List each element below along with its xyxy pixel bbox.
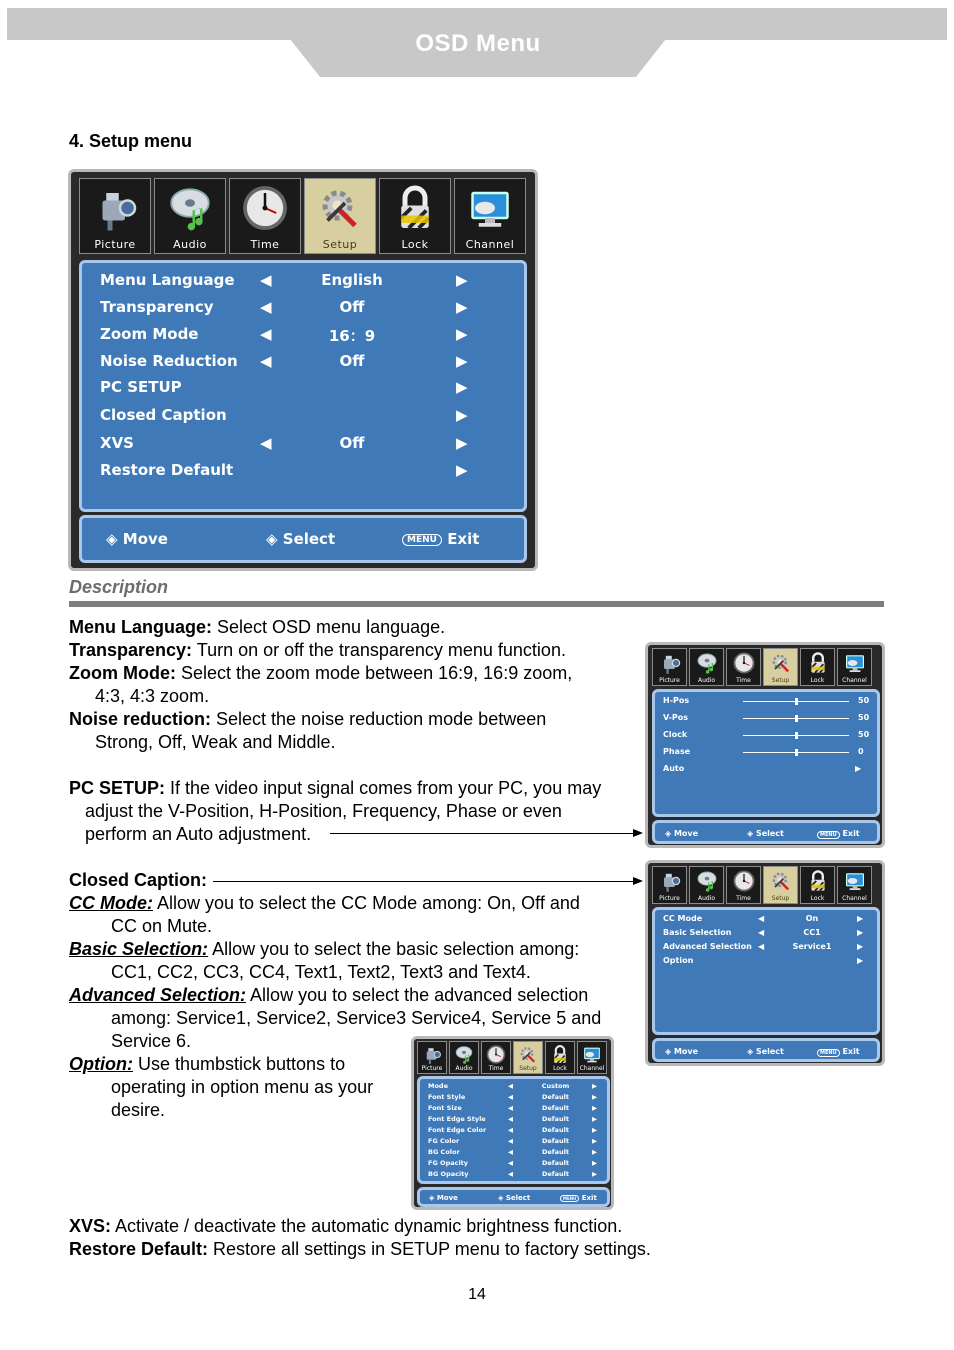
tab-audio [449,1041,479,1074]
tab-label: Channel [579,1065,605,1072]
setup-menu-item[interactable] [82,325,524,345]
satellite-monitor-icon [843,651,867,675]
move-hint: ◈ Move [106,530,168,548]
left-arrow-icon[interactable] [260,325,272,343]
setup-menu-item[interactable] [82,352,524,372]
right-arrow-icon[interactable] [857,942,863,951]
cc-option-menu-screenshot [411,1036,614,1210]
tab-label: Audio [697,895,716,902]
cc-move-hint: ◈ Move [665,1047,699,1056]
right-arrow-icon[interactable] [456,378,468,396]
cc-item-value: Service1 [792,942,832,951]
cc-exit-hint: MENU Exit [817,1047,860,1056]
pc-item-label: Auto [663,764,685,773]
setup-item-value: Off [339,434,365,452]
desc-noise-reduction: Noise reduction: Select the noise reduction mode between [69,709,547,729]
pc-slider-knob[interactable] [795,698,798,705]
right-arrow-icon[interactable] [456,325,468,343]
disc-music-icon [695,869,719,893]
closed-caption-arrow-line [213,881,634,882]
left-arrow-icon[interactable] [758,914,764,923]
desc-menu-language: Menu Language: Select OSD menu language. [69,617,446,637]
option-item-label: BG Color [428,1148,460,1156]
tab-setup [763,866,798,904]
tab-lock [379,178,451,254]
pc-setup-footer [652,820,880,844]
tab-label: Lock [810,677,825,684]
padlock-icon [550,1044,571,1065]
setup-menu-screenshot [68,169,538,571]
select-hint: ◈ Select [266,530,336,548]
satellite-monitor-icon [465,183,515,233]
padlock-icon [806,869,830,893]
option-item-value: Default [542,1170,569,1178]
left-arrow-icon[interactable] [260,352,272,370]
closed-caption-panel [652,907,880,1035]
left-arrow-icon[interactable] [508,1115,513,1123]
camera-icon [658,869,682,893]
setup-menu-item[interactable] [82,271,524,291]
option-item-label: FG Opacity [428,1159,469,1167]
tab-lock [545,1041,575,1074]
desc-pc-setup: PC SETUP: If the video input signal comes from your PC, you may [69,778,602,798]
tab-label: Lock [553,1065,567,1072]
tab-picture [417,1041,447,1074]
right-arrow-icon[interactable] [456,298,468,316]
desc-noise-reduction-cont: Strong, Off, Weak and Middle. [95,732,336,752]
setup-menu-item[interactable] [82,406,524,426]
left-arrow-icon[interactable] [508,1170,513,1178]
closed-caption-arrow-head [633,877,643,885]
cc-item-value: CC1 [803,928,821,937]
left-arrow-icon[interactable] [508,1126,513,1134]
tab-label: Audio [173,238,207,251]
desc-advanced-selection-cont2: Service 6. [111,1031,192,1051]
tab-lock [800,648,835,686]
cc-item-label: Option [663,956,694,965]
page-number: 14 [468,1286,486,1303]
tab-time [726,648,761,686]
tab-picture [652,866,687,904]
padlock-icon [390,183,440,233]
tab-label: Setup [771,895,790,902]
left-arrow-icon[interactable] [508,1137,513,1145]
pc-menu-item[interactable] [655,696,877,707]
desc-option-cont2: desire. [111,1100,166,1120]
cc-menu-item[interactable] [655,914,877,925]
option-item-value: Default [542,1137,569,1145]
cc-item-label: Advanced Selection [663,942,752,951]
description-heading: Description [69,577,169,597]
desc-zoom-mode: Zoom Mode: Select the zoom mode between 16:9, 16:9 zoom, [69,663,573,683]
desc-zoom-mode-cont: 4:3, 4:3 zoom. [95,686,210,706]
left-arrow-icon[interactable] [508,1104,513,1112]
desc-closed-caption: Closed Caption: [69,870,207,890]
tab-label: Channel [842,677,867,684]
pc-item-label: Clock [663,730,688,739]
tab-label: Picture [659,677,680,684]
option-menu-item[interactable] [420,1093,607,1104]
setup-menu-item[interactable] [82,378,524,398]
setup-item-label: Menu Language [100,271,235,289]
pc-item-label: Phase [663,747,691,756]
tab-setup [513,1041,543,1074]
tab-time [229,178,301,254]
desc-pc-setup-cont2: perform an Auto adjustment. [85,824,312,844]
desc-advanced-selection-cont1: among: Service1, Service2, Service3 Service4, Service 5 and [111,1008,602,1028]
right-arrow-icon[interactable] [456,406,468,424]
disc-music-icon [165,183,215,233]
desc-cc-mode: CC Mode: Allow you to select the CC Mode among: On, Off and [69,893,580,913]
left-arrow-icon[interactable] [260,298,272,316]
section-title: 4. Setup menu [69,131,193,151]
desc-basic-selection-cont: CC1, CC2, CC3, CC4, Text1, Text2, Text3 and Text4. [111,962,531,982]
desc-option: Option: Use thumbstick buttons to [69,1054,346,1074]
desc-option-cont1: operating in option menu as your [111,1077,374,1097]
right-arrow-icon[interactable] [592,1148,597,1156]
desc-xvs: XVS: Activate / deactivate the automatic dynamic brightness function. [69,1216,623,1236]
right-arrow-icon[interactable] [592,1126,597,1134]
tab-channel [454,178,526,254]
left-arrow-icon[interactable] [260,271,272,289]
disc-music-icon [695,651,719,675]
left-arrow-icon[interactable] [508,1082,513,1090]
setup-item-value: Off [339,352,365,370]
tab-channel [577,1041,607,1074]
setup-item-label: Zoom Mode [100,325,199,343]
option-item-label: Font Edge Color [428,1126,487,1134]
right-arrow-icon[interactable] [857,956,863,965]
closed-caption-footer [652,1038,880,1062]
option-item-label: FG Color [428,1137,460,1145]
desc-basic-selection: Basic Selection: Allow you to select the basic selection among: [69,939,580,959]
option-menu-item[interactable] [420,1082,607,1093]
option-menu-item[interactable] [420,1159,607,1170]
pc-setup-arrow-head [633,829,643,837]
right-arrow-icon[interactable] [592,1115,597,1123]
right-arrow-icon[interactable] [592,1082,597,1090]
setup-item-label: Closed Caption [100,406,227,424]
cc-menu-item[interactable] [655,942,877,953]
camera-icon [658,651,682,675]
tab-label: Time [736,677,751,684]
gear-tools-icon [769,651,793,675]
tab-label: Time [488,1065,504,1072]
right-arrow-icon[interactable] [456,352,468,370]
setup-menu-item[interactable] [82,461,524,481]
setup-item-value: 16：9 [328,327,376,345]
setup-menu-item[interactable] [82,434,524,454]
tab-channel [837,648,872,686]
pc-setup-menu-screenshot [645,642,885,848]
pc-exit-hint: MENU Exit [817,829,860,838]
pc-item-value: 0 [858,747,864,756]
clock-icon [732,869,756,893]
setup-menu-panel [79,260,527,512]
disc-music-icon [454,1044,475,1065]
tab-label: Channel [842,895,867,902]
tab-label: Setup [519,1065,537,1072]
satellite-monitor-icon [582,1044,603,1065]
gear-tools-icon [769,869,793,893]
left-arrow-icon[interactable] [508,1148,513,1156]
camera-icon [422,1044,443,1065]
tab-label: Picture [421,1065,443,1072]
pc-menu-item[interactable] [655,747,877,758]
pc-select-hint: ◈ Select [747,829,784,838]
option-menu-item[interactable] [420,1115,607,1126]
option-menu-item[interactable] [420,1148,607,1159]
gear-tools-icon [315,183,365,233]
opt-exit-hint: MENU Exit [560,1194,597,1202]
gear-tools-icon [518,1044,539,1065]
pc-menu-item[interactable] [655,713,877,724]
tab-label: Channel [465,238,515,251]
option-menu-item[interactable] [420,1104,607,1115]
camera-icon [90,183,140,233]
setup-menu-footer [79,515,527,563]
pc-setup-arrow-line [330,833,634,834]
setup-menu-item[interactable] [82,298,524,318]
pc-slider-knob[interactable] [795,732,798,739]
setup-item-label: XVS [100,434,134,452]
option-item-label: Mode [428,1082,448,1090]
clock-icon [486,1044,507,1065]
setup-item-label: Restore Default [100,461,234,479]
description-divider [69,601,884,607]
option-item-value: Default [542,1115,569,1123]
option-item-value: Custom [541,1082,570,1090]
cc-option-panel [417,1076,610,1184]
tab-channel [837,866,872,904]
cc-item-value: On [805,914,819,923]
option-item-label: Font Size [428,1104,462,1112]
cc-item-label: Basic Selection [663,928,732,937]
pc-item-value: 50 [858,696,870,705]
tab-label: Audio [455,1065,473,1072]
right-arrow-icon[interactable] [592,1137,597,1145]
tab-label: Setup [771,677,790,684]
exit-hint: MENU Exit [402,530,479,548]
left-arrow-icon[interactable] [508,1159,513,1167]
setup-item-label: PC SETUP [100,378,182,396]
closed-caption-menu-screenshot [645,860,885,1066]
tab-time [481,1041,511,1074]
tab-label: Audio [697,677,716,684]
option-item-label: Font Edge Style [428,1115,486,1123]
left-arrow-icon[interactable] [758,928,764,937]
option-item-label: Font Style [428,1093,466,1101]
right-arrow-icon[interactable] [592,1104,597,1112]
tab-time [726,866,761,904]
option-menu-item[interactable] [420,1137,607,1148]
opt-select-hint: ◈ Select [498,1194,531,1202]
pc-slider-knob[interactable] [795,715,798,722]
tab-label: Lock [810,895,825,902]
cc-menu-item[interactable] [655,928,877,939]
desc-transparency: Transparency: Turn on or off the transparency menu function. [69,640,566,660]
pc-slider-knob[interactable] [795,749,798,756]
setup-item-value: Off [339,298,365,316]
right-arrow-icon[interactable] [592,1170,597,1178]
satellite-monitor-icon [843,869,867,893]
option-item-value: Default [542,1159,569,1167]
option-item-label: BG Opacity [428,1170,469,1178]
desc-cc-mode-cont: CC on Mute. [111,916,213,936]
pc-menu-item[interactable] [655,730,877,741]
right-arrow-icon[interactable] [857,928,863,937]
right-arrow-icon[interactable] [456,434,468,452]
option-menu-item[interactable] [420,1126,607,1137]
pc-item-value: 50 [858,730,870,739]
desc-pc-setup-cont1: adjust the V-Position, H-Position, Frequency, Phase or even [85,801,562,821]
left-arrow-icon[interactable] [508,1093,513,1101]
option-item-value: Default [542,1093,569,1101]
clock-icon [240,183,290,233]
right-arrow-icon[interactable] [456,461,468,479]
option-item-value: Default [542,1126,569,1134]
desc-advanced-selection: Advanced Selection: Allow you to select the advanced selection [69,985,589,1005]
tab-picture [79,178,151,254]
tab-audio [154,178,226,254]
tab-audio [689,648,724,686]
pc-move-hint: ◈ Move [665,829,699,838]
option-item-value: Default [542,1148,569,1156]
opt-move-hint: ◈ Move [429,1194,458,1202]
setup-item-label: Transparency [100,298,214,316]
pc-setup-panel [652,689,880,817]
setup-item-label: Noise Reduction [100,352,238,370]
cc-menu-item[interactable] [655,956,877,967]
cc-item-label: CC Mode [663,914,703,923]
cc-option-footer [417,1187,610,1207]
option-menu-item[interactable] [420,1170,607,1181]
right-arrow-icon[interactable] [456,271,468,289]
tab-lock [800,866,835,904]
option-item-value: Default [542,1104,569,1112]
left-arrow-icon[interactable] [260,434,272,452]
setup-item-value: English [321,271,383,289]
page-title: OSD Menu [415,30,541,57]
cc-select-hint: ◈ Select [747,1047,784,1056]
tab-audio [689,866,724,904]
tab-setup [763,648,798,686]
tab-picture [652,648,687,686]
pc-menu-item[interactable] [655,764,877,775]
left-arrow-icon[interactable] [758,942,764,951]
tab-label: Setup [322,238,358,251]
right-arrow-icon[interactable] [592,1159,597,1167]
right-arrow-icon[interactable] [592,1093,597,1101]
tab-label: Time [736,895,751,902]
padlock-icon [806,651,830,675]
right-arrow-icon[interactable] [855,764,861,773]
pc-item-label: H-Pos [663,696,690,705]
desc-restore-default: Restore Default: Restore all settings in SETUP menu to factory settings. [69,1239,651,1259]
right-arrow-icon[interactable] [857,914,863,923]
pc-item-value: 50 [858,713,870,722]
tab-setup [304,178,376,254]
tab-label: Picture [94,238,136,251]
tab-label: Time [250,238,280,251]
pc-item-label: V-Pos [663,713,689,722]
tab-label: Lock [401,238,429,251]
clock-icon [732,651,756,675]
tab-label: Picture [659,895,680,902]
